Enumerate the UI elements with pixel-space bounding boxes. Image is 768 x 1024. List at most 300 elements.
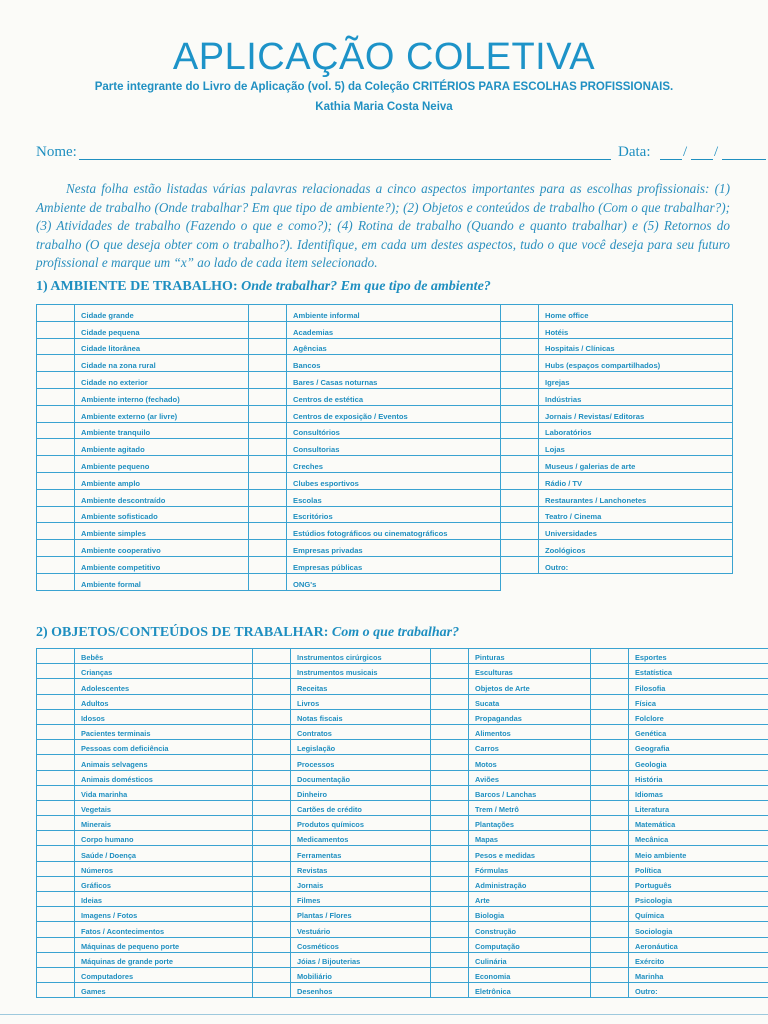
table-row [37,456,733,473]
option-label: Escolas [287,489,501,506]
option-label: Rádio / TV [539,472,733,489]
checkbox[interactable] [253,740,291,755]
checkbox[interactable] [37,755,75,770]
table-row [37,892,768,907]
checkbox[interactable] [37,816,75,831]
option-label: Livros [291,694,431,709]
section-1-title [36,279,491,295]
option-label: Números [75,861,253,876]
checkbox[interactable] [37,846,75,861]
table-row [37,724,768,739]
checkbox[interactable] [253,861,291,876]
empty-cell [501,573,539,590]
option-label: Igrejas [539,372,733,389]
checkbox[interactable] [37,649,75,664]
checkbox[interactable] [37,937,75,952]
checkbox[interactable] [253,755,291,770]
checkbox[interactable] [431,907,469,922]
option-label: Processos [291,755,431,770]
option-label: Lojas [539,439,733,456]
option-label: Consultórios [287,422,501,439]
checkbox[interactable] [591,664,629,679]
checkbox[interactable] [591,724,629,739]
date-slash: / [683,144,688,160]
checkbox[interactable] [37,439,75,456]
table-row [37,785,768,800]
option-label: Academias [287,321,501,338]
section-2-question: Com o que trabalhar? [331,625,460,640]
checkbox[interactable] [253,937,291,952]
option-label: Creches [287,456,501,473]
option-label: Outro: [539,556,733,573]
table-row [37,556,733,573]
checkbox[interactable] [501,439,539,456]
checkbox[interactable] [249,456,287,473]
checkbox[interactable] [249,472,287,489]
checkbox[interactable] [431,770,469,785]
table-row [37,540,733,557]
author-name: Kathia Maria Costa Neiva [315,101,453,113]
table-row [37,573,733,590]
option-label: História [629,770,768,785]
option-label: Estatística [629,664,768,679]
checkbox[interactable] [253,785,291,800]
table-row [37,305,733,322]
option-label: Hubs (espaços compartilhados) [539,355,733,372]
option-label: Química [629,907,768,922]
option-label: Jornais [291,876,431,891]
option-label: Cidade no exterior [75,372,249,389]
checkbox[interactable] [37,321,75,338]
checkbox[interactable] [249,388,287,405]
section-1-question: Onde trabalhar? Em que tipo de ambiente? [241,279,491,294]
checkbox[interactable] [37,831,75,846]
option-label: Legislação [291,740,431,755]
option-label: Consultorias [287,439,501,456]
checkbox[interactable] [37,785,75,800]
option-label: Games [75,983,253,998]
checkbox[interactable] [37,740,75,755]
name-date-row [36,144,730,164]
checkbox[interactable] [591,922,629,937]
checkbox[interactable] [37,907,75,922]
checkbox[interactable] [37,422,75,439]
option-label: Documentação [291,770,431,785]
option-label: Restaurantes / Lanchonetes [539,489,733,506]
option-label: Cidade na zona rural [75,355,249,372]
option-label: Computação [469,937,591,952]
checkbox[interactable] [249,540,287,557]
table-row [37,907,768,922]
checkbox[interactable] [501,321,539,338]
date-day-field[interactable] [660,159,682,160]
option-label: Política [629,861,768,876]
option-label: Física [629,694,768,709]
option-label: Folclore [629,709,768,724]
table-row [37,422,733,439]
checkbox[interactable] [37,338,75,355]
checkbox[interactable] [37,540,75,557]
table-row [37,694,768,709]
option-label: Ambiente tranquilo [75,422,249,439]
option-label: Alimentos [469,724,591,739]
option-label: Jornais / Revistas/ Editoras [539,405,733,422]
option-label: Indústrias [539,388,733,405]
option-label: Psicologia [629,892,768,907]
checkbox[interactable] [591,861,629,876]
checkbox[interactable] [253,967,291,982]
checkbox[interactable] [37,952,75,967]
name-field[interactable] [79,159,611,160]
option-label: Medicamentos [291,831,431,846]
checkbox[interactable] [253,724,291,739]
option-label: Mobiliário [291,967,431,982]
page-title: APLICAÇÃO COLETIVA [172,36,596,78]
option-label: Produtos químicos [291,816,431,831]
option-label: Cidade grande [75,305,249,322]
checkbox[interactable] [253,876,291,891]
option-label: Animais domésticos [75,770,253,785]
option-label: Bebês [75,649,253,664]
checkbox[interactable] [253,709,291,724]
checkbox[interactable] [591,649,629,664]
checkbox[interactable] [37,922,75,937]
checkbox[interactable] [37,876,75,891]
checkbox[interactable] [431,846,469,861]
option-label: Máquinas de grande porte [75,952,253,967]
checkbox[interactable] [591,755,629,770]
checkbox[interactable] [37,664,75,679]
checkbox[interactable] [591,907,629,922]
checkbox[interactable] [431,861,469,876]
checkbox[interactable] [37,983,75,998]
checkbox[interactable] [37,556,75,573]
option-label: Ambiente competitivo [75,556,249,573]
checkbox[interactable] [37,724,75,739]
checkbox[interactable] [249,489,287,506]
option-label: Teatro / Cinema [539,506,733,523]
option-label: Bares / Casas noturnas [287,372,501,389]
checkbox[interactable] [501,489,539,506]
table-row [37,755,768,770]
table-row [37,472,733,489]
option-label: Carros [469,740,591,755]
checkbox[interactable] [431,952,469,967]
option-label: Propagandas [469,709,591,724]
option-label: Português [629,876,768,891]
checkbox[interactable] [37,456,75,473]
checkbox[interactable] [253,952,291,967]
option-label: Geografia [629,740,768,755]
checkbox[interactable] [501,456,539,473]
option-label: Cidade litorânea [75,338,249,355]
option-label: Imagens / Fotos [75,907,253,922]
table-row [37,523,733,540]
checkbox[interactable] [591,679,629,694]
checkbox[interactable] [37,800,75,815]
option-label: Zoológicos [539,540,733,557]
checkbox[interactable] [501,540,539,557]
option-label: Plantas / Flores [291,907,431,922]
checkbox[interactable] [253,922,291,937]
checkbox[interactable] [591,694,629,709]
table-row [37,952,768,967]
checkbox[interactable] [37,694,75,709]
option-label: Economia [469,967,591,982]
checkbox[interactable] [591,816,629,831]
option-label: Ambiente cooperativo [75,540,249,557]
checkbox[interactable] [501,506,539,523]
option-label: Instrumentos musicais [291,664,431,679]
checkbox[interactable] [431,785,469,800]
checkbox[interactable] [249,338,287,355]
checkbox[interactable] [431,983,469,998]
checkbox[interactable] [431,694,469,709]
checkbox[interactable] [591,709,629,724]
checkbox[interactable] [431,679,469,694]
option-label: Hospitais / Clínicas [539,338,733,355]
option-label: Adolescentes [75,679,253,694]
option-label: Matemática [629,816,768,831]
checkbox[interactable] [249,556,287,573]
date-slash: / [714,144,719,160]
option-label: Centros de exposição / Eventos [287,405,501,422]
checkbox[interactable] [37,709,75,724]
checkbox[interactable] [431,876,469,891]
checkbox[interactable] [253,816,291,831]
option-label: Filosofia [629,679,768,694]
checkbox[interactable] [37,861,75,876]
section-1-heading: 1) AMBIENTE DE TRABALHO: [36,279,238,294]
checkbox[interactable] [501,523,539,540]
option-label: Saúde / Doença [75,846,253,861]
checkbox[interactable] [591,800,629,815]
checkbox[interactable] [591,952,629,967]
checkbox[interactable] [431,649,469,664]
option-label: Exército [629,952,768,967]
option-label: Laboratórios [539,422,733,439]
table-row [37,861,768,876]
checkbox[interactable] [37,770,75,785]
checkbox[interactable] [431,800,469,815]
checkbox[interactable] [501,422,539,439]
checkbox[interactable] [501,305,539,322]
checkbox[interactable] [591,983,629,998]
option-label: Administração [469,876,591,891]
checkbox[interactable] [253,664,291,679]
checkbox[interactable] [249,355,287,372]
checkbox[interactable] [37,305,75,322]
table-row [37,439,733,456]
checkbox[interactable] [431,892,469,907]
option-label: Aeronáutica [629,937,768,952]
checkbox[interactable] [501,355,539,372]
checkbox[interactable] [431,755,469,770]
checkbox[interactable] [431,664,469,679]
work-environment-table [36,304,733,591]
option-label: Ambiente pequeno [75,456,249,473]
checkbox[interactable] [37,892,75,907]
checkbox[interactable] [37,388,75,405]
checkbox[interactable] [249,422,287,439]
option-label: Escritórios [287,506,501,523]
option-label: Revistas [291,861,431,876]
checkbox[interactable] [431,831,469,846]
checkbox[interactable] [501,556,539,573]
checkbox[interactable] [591,937,629,952]
page-edge-line [0,1014,768,1015]
checkbox[interactable] [431,709,469,724]
option-label: Gráficos [75,876,253,891]
instructions-paragraph: Nesta folha estão listadas várias palavras relacionadas a cinco aspectos importantes para as escolhas profissionais: (1) Ambiente de trabalho (Onde trabalhar? Em que tipo de ambiente?); (2) Objetos e conteúdos de trabalho (Com o que trabalhar?); (3) Atividades de trabalho (Fazendo o que e como?); (4) Rotina de trabalho (Quando e quanto trabalhar) e (5) Retornos do trabalho (O que deseja obter com o trabalho?). Identifique, em cada um destes aspectos, tudo o que você deseja para seu futuro profissional e marque um “x” ao lado de cada item selecionado. [36,181,730,271]
checkbox[interactable] [253,831,291,846]
table-row [37,321,733,338]
checkbox[interactable] [591,740,629,755]
option-label: Cartões de crédito [291,800,431,815]
checkbox[interactable] [37,573,75,590]
option-label: Aviões [469,770,591,785]
checkbox[interactable] [37,355,75,372]
option-label: Idiomas [629,785,768,800]
option-label: Contratos [291,724,431,739]
checkbox[interactable] [501,338,539,355]
checkbox[interactable] [591,892,629,907]
checkbox[interactable] [431,922,469,937]
option-label: Genética [629,724,768,739]
checkbox[interactable] [591,785,629,800]
option-label: Marinha [629,967,768,982]
option-label: Esculturas [469,664,591,679]
table-row [37,679,768,694]
checkbox[interactable] [501,388,539,405]
checkbox[interactable] [37,489,75,506]
checkbox[interactable] [431,816,469,831]
table-row [37,709,768,724]
option-label: Ambiente interno (fechado) [75,388,249,405]
checkbox[interactable] [249,321,287,338]
option-label: Minerais [75,816,253,831]
option-label: Notas fiscais [291,709,431,724]
checkbox[interactable] [249,372,287,389]
checkbox[interactable] [431,967,469,982]
option-label: Máquinas de pequeno porte [75,937,253,952]
option-label: Biologia [469,907,591,922]
checkbox[interactable] [253,649,291,664]
table-row [37,816,768,831]
option-label: Eletrônica [469,983,591,998]
checkbox[interactable] [37,472,75,489]
checkbox[interactable] [37,679,75,694]
option-label: Ambiente simples [75,523,249,540]
option-label: Ambiente formal [75,573,249,590]
table-row [37,405,733,422]
checkbox[interactable] [37,405,75,422]
option-label: Fatos / Acontecimentos [75,922,253,937]
checkbox[interactable] [37,506,75,523]
table-row [37,372,733,389]
checkbox[interactable] [591,770,629,785]
checkbox[interactable] [501,472,539,489]
checkbox[interactable] [431,724,469,739]
date-month-field[interactable] [691,159,713,160]
checkbox[interactable] [431,740,469,755]
table-row [37,649,768,664]
checkbox[interactable] [253,892,291,907]
checkbox[interactable] [249,573,287,590]
checkbox[interactable] [249,523,287,540]
checkbox[interactable] [431,937,469,952]
checkbox[interactable] [249,439,287,456]
option-label: Bancos [287,355,501,372]
empty-cell [539,573,733,590]
option-label: Plantações [469,816,591,831]
checkbox[interactable] [249,506,287,523]
option-label: Clubes esportivos [287,472,501,489]
work-objects-table [36,648,768,998]
option-label: Ferramentas [291,846,431,861]
option-label: Estúdios fotográficos ou cinematográficos [287,523,501,540]
option-label: Cidade pequena [75,321,249,338]
option-label: Empresas públicas [287,556,501,573]
checkbox[interactable] [249,405,287,422]
option-label: Pessoas com deficiência [75,740,253,755]
date-year-field[interactable] [722,159,766,160]
table-row [37,506,733,523]
checkbox[interactable] [591,876,629,891]
table-row [37,489,733,506]
checkbox[interactable] [253,679,291,694]
checkbox[interactable] [37,967,75,982]
checkbox[interactable] [253,800,291,815]
checkbox[interactable] [37,523,75,540]
option-label: Hotéis [539,321,733,338]
checkbox[interactable] [253,846,291,861]
checkbox[interactable] [591,967,629,982]
option-label: Sucata [469,694,591,709]
option-label: Ambiente amplo [75,472,249,489]
checkbox[interactable] [501,405,539,422]
checkbox[interactable] [591,831,629,846]
checkbox[interactable] [501,372,539,389]
table-row [37,800,768,815]
option-label: Ambiente descontraído [75,489,249,506]
option-label: Literatura [629,800,768,815]
table-row [37,846,768,861]
option-label: Ambiente informal [287,305,501,322]
option-label: Pinturas [469,649,591,664]
option-label: Universidades [539,523,733,540]
option-label: Fórmulas [469,861,591,876]
checkbox[interactable] [253,983,291,998]
option-label: Filmes [291,892,431,907]
checkbox[interactable] [249,305,287,322]
option-label: Agências [287,338,501,355]
checkbox[interactable] [253,770,291,785]
table-row [37,338,733,355]
checkbox[interactable] [591,846,629,861]
checkbox[interactable] [253,694,291,709]
checkbox[interactable] [253,907,291,922]
option-label: Outro: [629,983,768,998]
option-label: Centros de estética [287,388,501,405]
option-label: Culinária [469,952,591,967]
option-label: Receitas [291,679,431,694]
option-label: Objetos de Arte [469,679,591,694]
checkbox[interactable] [37,372,75,389]
option-label: Crianças [75,664,253,679]
option-label: Vegetais [75,800,253,815]
option-label: Dinheiro [291,785,431,800]
